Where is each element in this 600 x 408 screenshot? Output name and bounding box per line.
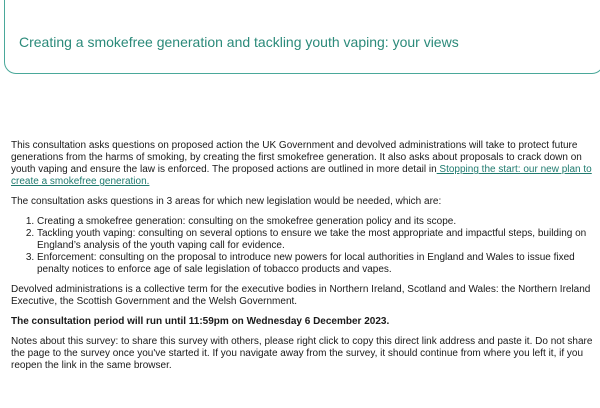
list-item: 1. Creating a smokefree generation: consulting on the smokefree generation policy and its scope. [37,216,600,228]
consultation-period [11,316,600,328]
devolved-paragraph: Devolved administrations is a collective term for the executive bodies in Northern Ireland, Scotland and Wales: the Northern Ireland Executive, the Scottish Government and the Welsh Government. [11,284,591,307]
page-title: Creating a smokefree generation and tackling youth vaping: your views [19,34,459,50]
intro-text: This consultation asks questions on proposed action the UK Government and devolved administrations will take to protect future generations from the harms of smoking, by creating the first smokefree generation. It also asks about proposals to crack down on youth vaping and ensure the law is enforced. The proposed actions are outlined in more detail in [11,140,582,175]
stopping-the-start-link[interactable]: Stopping the start: our new plan to create a smokefree generation. [11,164,592,187]
survey-intro-content [11,140,600,380]
areas-intro: The consultation asks questions in 3 areas for which new legislation would be needed, which are: [11,196,442,207]
intro-paragraph [11,140,600,188]
consultation-period-text: The consultation period will run until 11:59pm on Wednesday 6 December 2023. [11,316,390,327]
list-item: 3. Enforcement: consulting on the proposal to introduce new powers for local authorities in England and Wales to issue fixed penalty notices to enforce age of sale legislation of tobacco products and vapes. [37,252,600,276]
list-item: 2. Tackling youth vaping: consulting on several options to ensure we take the most appropriate and impactful steps, building on England’s analysis of the youth vaping call for evidence. [37,228,600,252]
areas-list [11,216,600,276]
survey-notes: Notes about this survey: to share this survey with others, please right click to copy this direct link address and paste it. Do not share the page to the survey once you've started it. If you navigate away from the survey, it should continue from where you left it, if you reopen the link in the same browser. [11,336,593,371]
